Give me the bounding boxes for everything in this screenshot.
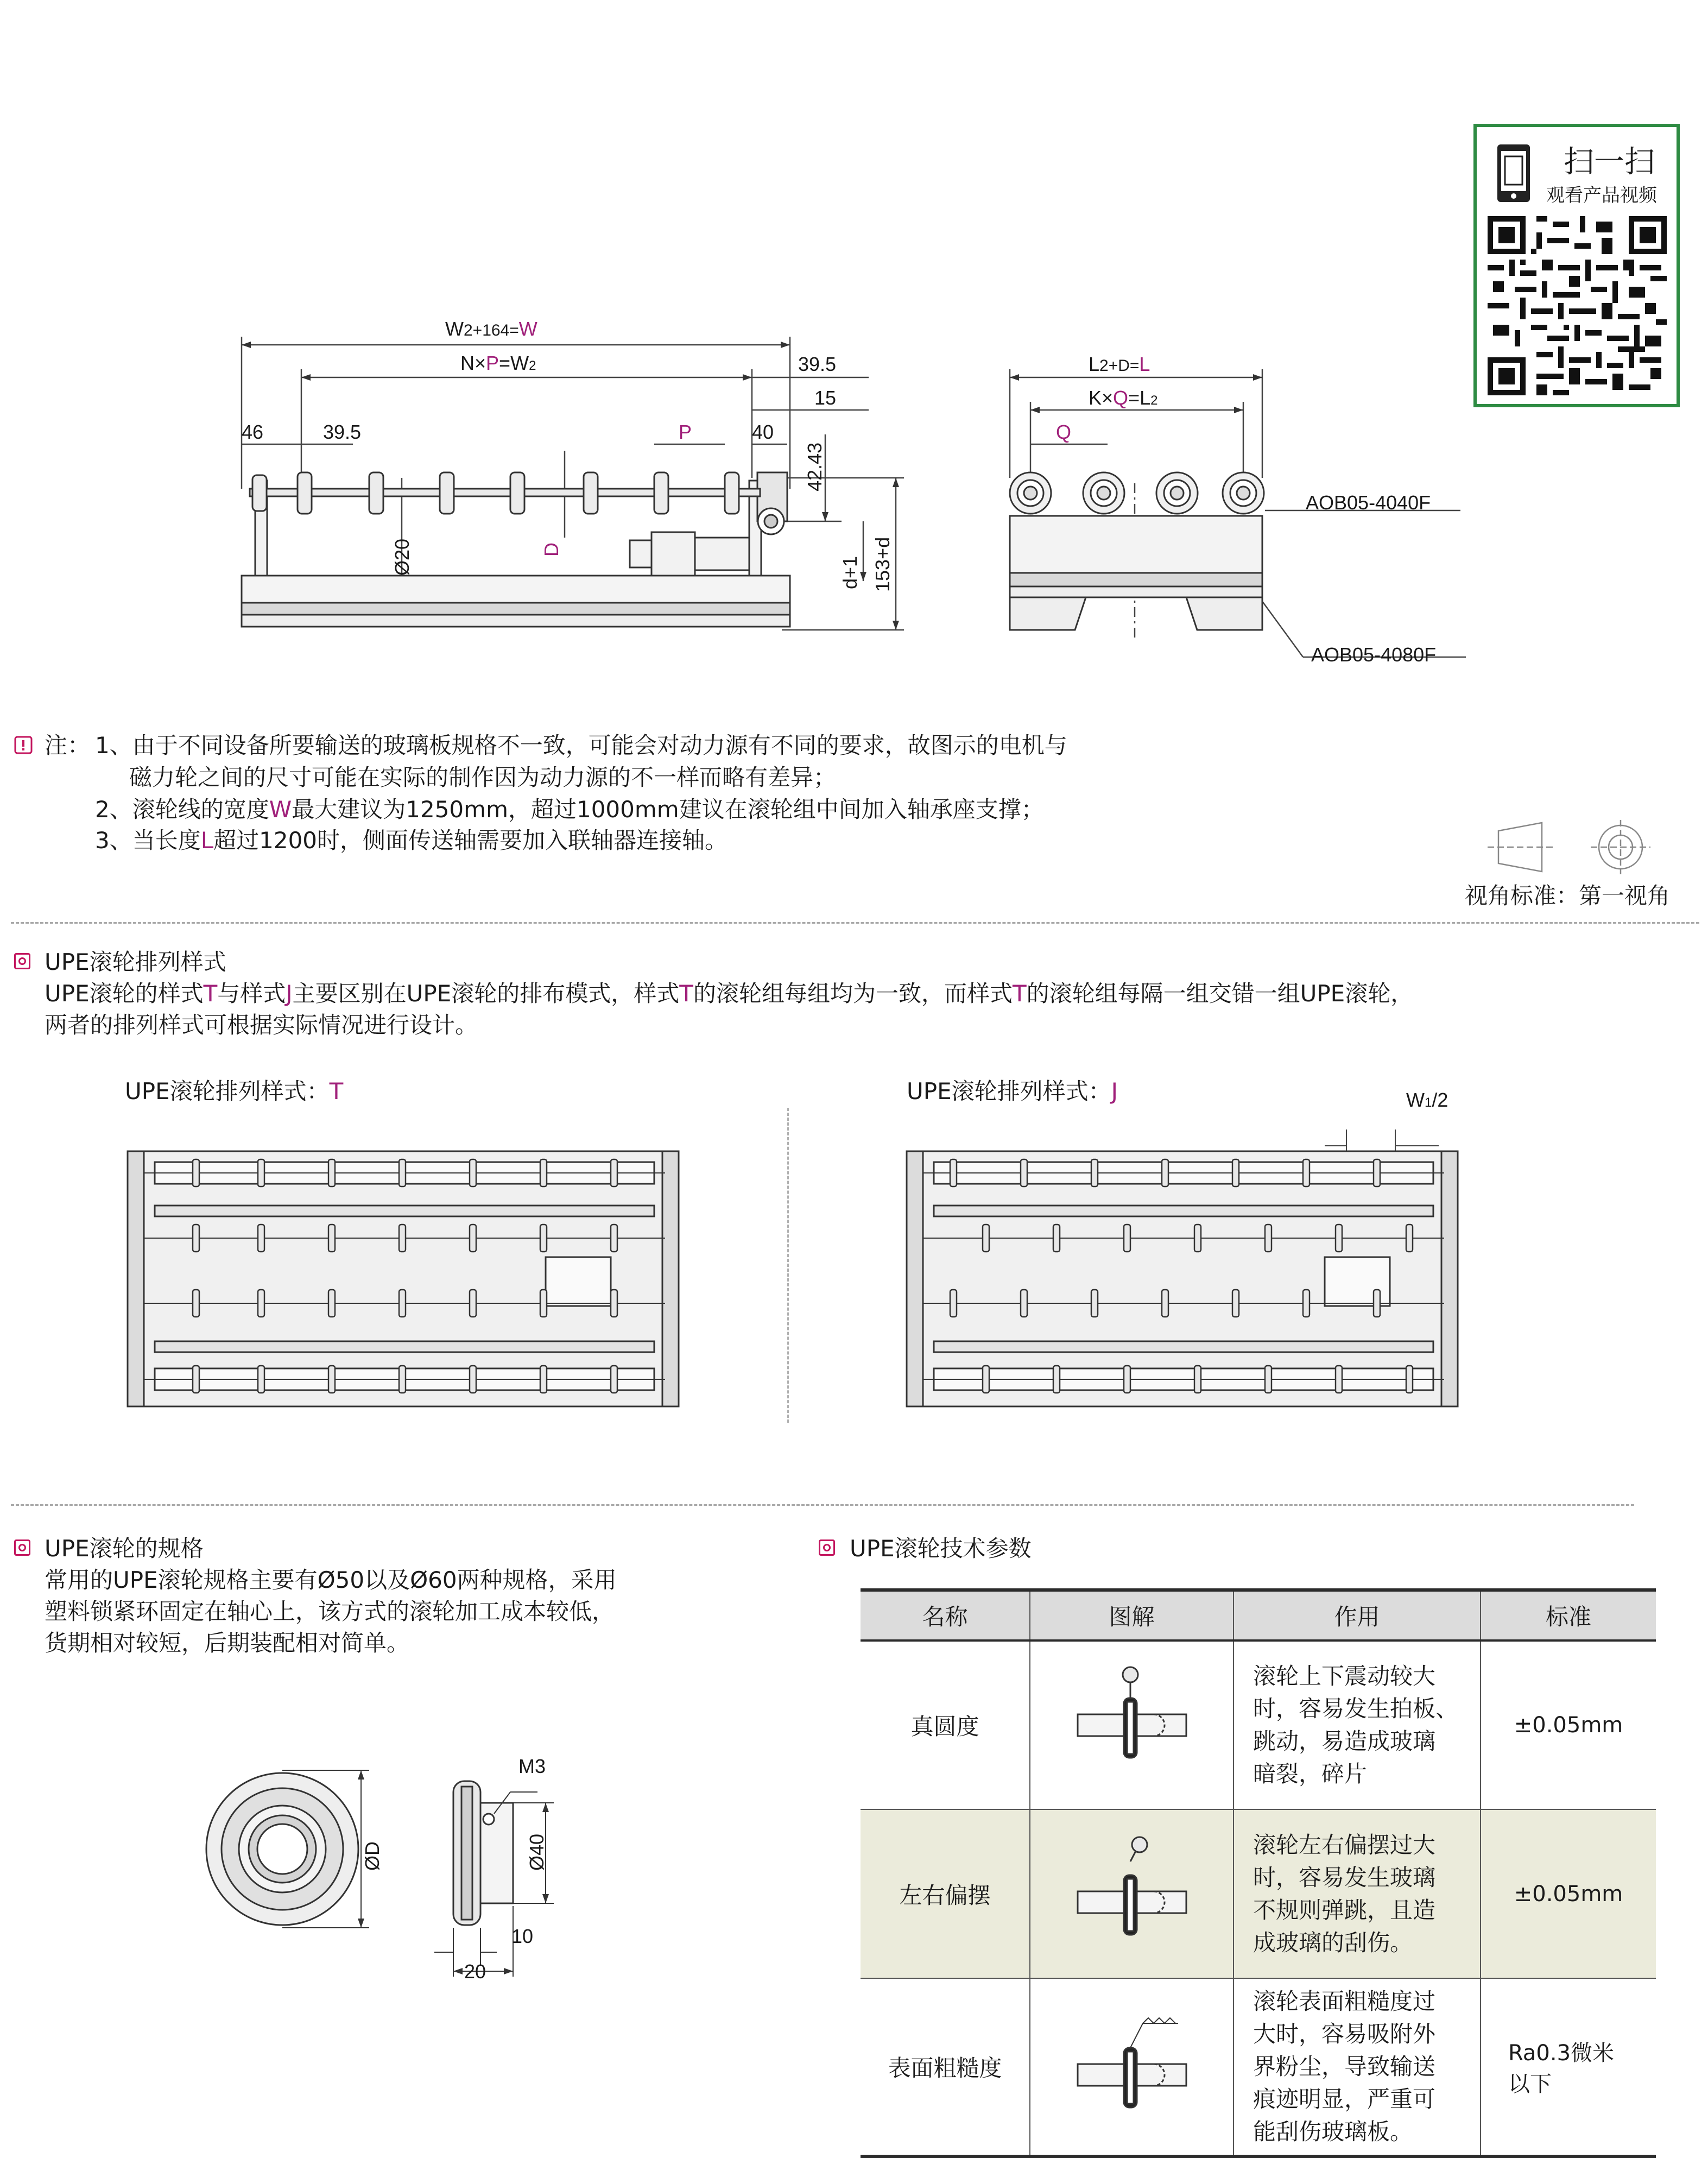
dim-sub-2: 2 xyxy=(1150,393,1158,408)
spec-line-1: 常用的UPE滚轮规格主要有Ø50以及Ø60两种规格，采用 xyxy=(45,1567,617,1593)
note-2 xyxy=(95,793,1044,826)
arrangement-title: UPE滚轮排列样式 xyxy=(45,949,226,975)
dim-w2-letter: W xyxy=(445,318,464,340)
arrangement-section-icon xyxy=(14,953,30,969)
style-j-label: UPE滚轮排列样式： xyxy=(907,1078,1111,1105)
standard-line: ±0.05mm xyxy=(1514,1713,1623,1738)
dim-l2-plus-d: 2+D= xyxy=(1099,357,1140,375)
effect-line: 滚轮左右偏摆过大 xyxy=(1253,1831,1436,1858)
qr-title: 扫一扫 xyxy=(1564,144,1655,180)
dim-w1-over-2: /2 xyxy=(1432,1089,1448,1111)
arrangement-paragraph-2: 两者的排列样式可根据实际情况进行设计。 xyxy=(45,1012,478,1038)
dim-10: 10 xyxy=(511,1925,534,1947)
qr-panel xyxy=(1473,124,1680,407)
row-effect xyxy=(1233,1809,1481,1978)
callout-aob05-4080f: AOB05-4080F xyxy=(1311,643,1437,666)
dim-d-plus-1: d+1 xyxy=(839,556,861,589)
note-1-line-2: 磁力轮之间的尺寸可能在实际的制作因为动力源的不一样而略有差异； xyxy=(129,764,837,791)
dim-dia-d: ØD xyxy=(361,1841,383,1871)
effect-line: 能刮伤玻璃板。 xyxy=(1253,2118,1413,2145)
spec-line-2: 塑料锁紧环固定在轴心上，该方式的滚轮加工成本较低， xyxy=(45,1598,615,1625)
standard-line: 以下 xyxy=(1508,2072,1552,2097)
tech-section-icon xyxy=(819,1539,835,1556)
section-marker-icon xyxy=(14,953,30,969)
style-j-value: J xyxy=(1111,1078,1118,1105)
dim-n-times-p xyxy=(460,352,536,375)
note-3-text-b: 超过1200时，侧面传送轴需要加入联轴器连接轴。 xyxy=(213,827,728,854)
first-angle-projection-icon xyxy=(1482,817,1672,877)
roundness-diagram xyxy=(1030,1640,1233,1809)
dim-l-result: L xyxy=(1139,353,1150,375)
arr-p1-c: 主要区别在UPE滚轮的排布模式，样式 xyxy=(292,980,680,1007)
dim-15: 15 xyxy=(814,387,837,409)
qr-code[interactable] xyxy=(1488,216,1667,395)
note-2-highlight: W xyxy=(269,796,292,823)
effect-line: 跳动，易造成玻璃 xyxy=(1253,1728,1436,1755)
divider-2 xyxy=(11,1504,1634,1506)
dim-42-43: 42.43 xyxy=(804,442,826,491)
style-t-plan-drawing xyxy=(122,1140,692,1412)
row-effect xyxy=(1233,1978,1481,2156)
effect-line: 滚轮表面粗糙度过 xyxy=(1253,1988,1436,2015)
note-3 xyxy=(95,824,728,857)
dim-p: P xyxy=(679,421,692,443)
runout-diagram xyxy=(1030,1809,1233,1978)
dim-m3: M3 xyxy=(518,1755,546,1777)
row-standard xyxy=(1481,1809,1656,1978)
header-diagram: 图解 xyxy=(1030,1590,1233,1640)
dim-20: 20 xyxy=(464,1960,486,1983)
spec-title: UPE滚轮的规格 xyxy=(45,1535,204,1562)
dim-w1-half xyxy=(1406,1089,1448,1112)
row-name: 表面粗糙度 xyxy=(861,1978,1030,2156)
dim-dia-40: Ø40 xyxy=(526,1833,548,1871)
header-effect: 作用 xyxy=(1233,1590,1481,1640)
style-t-caption xyxy=(125,1075,343,1108)
dim-w1-sub: 1 xyxy=(1424,1095,1432,1110)
arr-p1-d: 的滚轮组每组均为一致，而样式 xyxy=(693,980,1013,1007)
dim-46: 46 xyxy=(242,421,264,443)
row-standard xyxy=(1481,1978,1656,2156)
effect-line: 大时，容易吸附外 xyxy=(1253,2021,1436,2047)
arr-p1-e: 的滚轮组每隔一组交错一组UPE滚轮， xyxy=(1026,980,1414,1007)
row-name: 真圆度 xyxy=(861,1640,1030,1809)
dim-q: Q xyxy=(1056,421,1072,443)
effect-line: 滚轮上下震动较大 xyxy=(1253,1663,1436,1689)
effect-line: 成玻璃的刮伤。 xyxy=(1253,1929,1413,1956)
dim-eq-l: =L xyxy=(1128,387,1151,409)
view-standard: 视角标准：第一视角 xyxy=(1465,882,1671,909)
row-effect xyxy=(1233,1640,1481,1809)
effect-line: 暗裂，碎片 xyxy=(1253,1761,1368,1787)
dim-sub-2: 2 xyxy=(529,358,536,373)
style-j-plan-drawing xyxy=(901,1119,1471,1412)
arr-p1-t2: T xyxy=(679,980,693,1007)
dim-d: D xyxy=(540,542,562,557)
effect-line: 时，容易发生玻璃 xyxy=(1253,1864,1436,1891)
dim-39-5-right: 39.5 xyxy=(798,353,837,375)
dim-40: 40 xyxy=(752,421,774,443)
section-marker-icon xyxy=(819,1539,835,1556)
arr-p1-b: 与样式 xyxy=(217,980,286,1007)
callout-aob05-4040f: AOB05-4040F xyxy=(1306,491,1431,514)
effect-line: 界粉尘，导致输送 xyxy=(1253,2053,1436,2080)
dim-39-5-left: 39.5 xyxy=(323,421,362,443)
qr-subtitle: 观看产品视频 xyxy=(1546,185,1657,206)
note-2-text-a: 2、滚轮线的宽度 xyxy=(95,796,269,823)
notes-prefix: 注： xyxy=(45,732,91,759)
note-2-text-b: 最大建议为1250mm，超过1000mm建议在滚轮组中间加入轴承座支撑； xyxy=(292,796,1044,823)
header-name: 名称 xyxy=(861,1590,1030,1640)
arrangement-paragraph-1 xyxy=(45,977,1413,1010)
style-t-label: UPE滚轮排列样式： xyxy=(125,1078,330,1105)
roughness-diagram xyxy=(1030,1978,1233,2156)
runout-gauge-icon xyxy=(1067,1832,1197,1951)
arr-p1-a: UPE滚轮的样式 xyxy=(45,980,204,1007)
note-3-highlight: L xyxy=(200,827,214,854)
tech-params-table xyxy=(861,1588,1656,2158)
dim-q-letter: Q xyxy=(1113,387,1129,409)
dim-eq-w: =W xyxy=(499,352,529,374)
center-dash-divider xyxy=(787,1108,789,1423)
table-header-row xyxy=(861,1590,1656,1640)
effect-line: 时，容易发生拍板、 xyxy=(1253,1695,1459,1722)
arr-p1-t3: T xyxy=(1012,980,1027,1007)
dim-k-times-q xyxy=(1089,387,1157,409)
surface-roughness-icon xyxy=(1067,2004,1197,2124)
row-standard xyxy=(1481,1640,1656,1809)
table-row xyxy=(861,1809,1656,1978)
dim-dia-20: Ø20 xyxy=(391,538,413,576)
effect-line: 不规则弹跳，且造 xyxy=(1253,1896,1436,1923)
arr-p1-t1: T xyxy=(203,980,218,1007)
warning-icon xyxy=(14,736,33,754)
dim-l2-letter: L xyxy=(1089,353,1100,375)
phone-icon xyxy=(1496,143,1531,203)
style-j-caption xyxy=(907,1075,1118,1108)
roller-spec-drawing xyxy=(201,1759,570,2009)
arr-p1-j: J xyxy=(286,980,293,1007)
header-standard: 标准 xyxy=(1481,1590,1656,1640)
dim-w-total xyxy=(445,318,537,340)
roundness-gauge-icon xyxy=(1067,1663,1197,1782)
dim-l-total xyxy=(1089,353,1150,376)
row-name: 左右偏摆 xyxy=(861,1809,1030,1978)
spec-line-3: 货期相对较短，后期装配相对简单。 xyxy=(45,1630,410,1656)
dim-k-times: K× xyxy=(1089,387,1114,409)
dim-153-plus-d: 153+d xyxy=(871,537,894,592)
dim-w2-plus: 2+164= xyxy=(463,321,519,339)
table-row xyxy=(861,1978,1656,2156)
divider-1 xyxy=(11,922,1699,924)
standard-line: Ra0.3微米 xyxy=(1508,2041,1615,2066)
dim-w1-letter: W xyxy=(1406,1089,1425,1111)
spec-section-icon xyxy=(14,1539,30,1556)
note-3-text-a: 3、当长度 xyxy=(95,827,201,854)
dim-w-result: W xyxy=(518,318,537,340)
table-row xyxy=(861,1640,1656,1809)
style-t-value: T xyxy=(329,1078,344,1105)
effect-line: 痕迹明显，严重可 xyxy=(1253,2086,1436,2112)
dim-p-letter: P xyxy=(486,352,499,374)
standard-line: ±0.05mm xyxy=(1514,1881,1623,1907)
note-1-line-1: 1、由于不同设备所要输送的玻璃板规格不一致，可能会对动力源有不同的要求，故图示的电机与 xyxy=(95,732,1067,759)
tech-title: UPE滚轮技术参数 xyxy=(850,1535,1032,1562)
dim-n-times: N× xyxy=(460,352,486,374)
section-marker-icon xyxy=(14,1539,30,1556)
